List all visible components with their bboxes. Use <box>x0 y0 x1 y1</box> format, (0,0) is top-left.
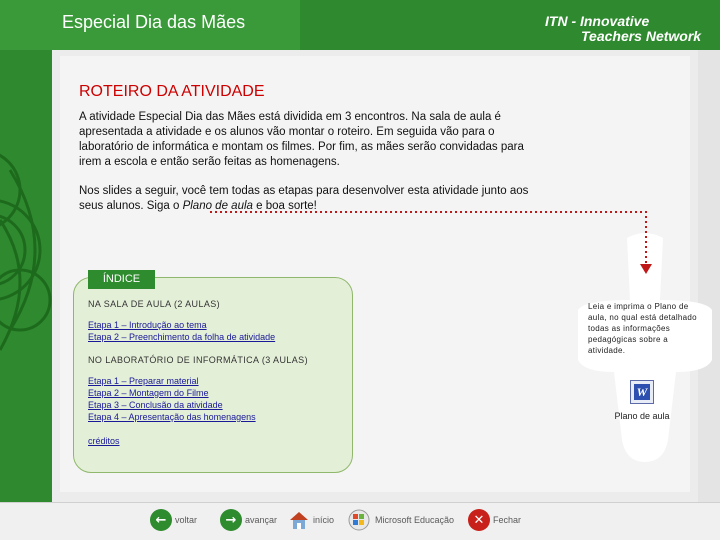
microsoft-educacao-button[interactable] <box>346 508 454 532</box>
home-label: início <box>313 515 335 525</box>
close-icon: ✕ <box>468 509 490 531</box>
close-button[interactable] <box>468 508 521 532</box>
intro-text-2: está dividida em 3 encontros. Na sala de aula é apresentada a atividade e os alunos vão montar o roteiro. Em seguida vão para o laboratório de informática e montam os filmes. Por fim, as mães serão convidadas para irem a escola e então serão feitas as homenagens. <box>79 111 524 168</box>
word-document-icon[interactable]: W <box>630 380 654 404</box>
arrow-right-icon: → <box>220 509 242 531</box>
forward-label: avançar <box>245 515 278 525</box>
microsoft-logo-icon <box>346 509 372 531</box>
dotted-connector <box>210 212 646 270</box>
slides-text-2: e boa sorte! <box>252 200 317 212</box>
home-icon <box>288 509 310 531</box>
section-heading-laboratorio: NO LABORATÓRIO DE INFORMÁTICA (3 AULAS) <box>88 355 308 365</box>
section-heading-sala: NA SALA DE AULA (2 AULAS) <box>88 299 221 309</box>
plano-de-aula-reference: Plano de aula <box>182 200 253 212</box>
brand-line-2: Teachers Network <box>581 28 702 44</box>
back-button[interactable] <box>150 508 197 532</box>
home-button[interactable] <box>288 508 334 532</box>
slides-text-1: Nos slides a seguir, você tem todas as etapas para desenvolver esta atividade junto aos seus alunos. Siga o <box>79 185 529 212</box>
link-sala-etapa-2[interactable]: Etapa 2 – Preenchimento da folha de atividade <box>88 332 276 342</box>
forward-button[interactable] <box>220 508 277 532</box>
link-lab-etapa-4[interactable]: Etapa 4 – Apresentação das homenagens <box>88 412 256 422</box>
intro-activity-name: Especial Dia das Mães <box>138 111 256 123</box>
brand-line-1: ITN - Innovative <box>545 13 650 29</box>
link-lab-etapa-1[interactable]: Etapa 1 – Preparar material <box>88 376 199 386</box>
back-label: voltar <box>175 515 198 525</box>
link-lab-etapa-2[interactable]: Etapa 2 – Montagem do Filme <box>88 388 209 398</box>
link-sala-etapa-1[interactable]: Etapa 1 – Introdução ao tema <box>88 320 207 330</box>
callout-text: Leia e imprima o Plano de aula, no qual está detalhado todas as informações pedagógicas sobre a atividade. <box>588 302 697 355</box>
close-label: Fechar <box>493 515 522 525</box>
plano-de-aula-label[interactable]: Plano de aula <box>614 411 670 421</box>
microsoft-educacao-label: Microsoft Educação <box>375 515 455 525</box>
page-title: ROTEIRO DA ATIVIDADE <box>79 83 265 100</box>
link-lab-etapa-3[interactable]: Etapa 3 – Conclusão da atividade <box>88 400 223 410</box>
app-title: Especial Dia das Mães <box>62 12 246 32</box>
index-tab: ÍNDICE <box>88 270 155 289</box>
arrow-left-icon: ← <box>150 509 172 531</box>
intro-text-1: A atividade <box>79 111 139 123</box>
credits-link[interactable]: créditos <box>88 436 120 446</box>
